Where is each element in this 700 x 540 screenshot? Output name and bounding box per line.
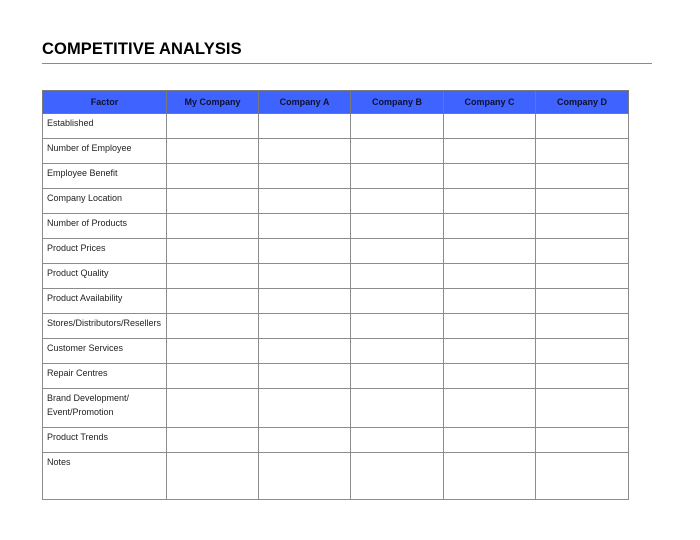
- company-c-cell[interactable]: [444, 339, 536, 364]
- company-c-cell[interactable]: [444, 239, 536, 264]
- company-c-cell[interactable]: [444, 314, 536, 339]
- company-a-cell[interactable]: [259, 164, 351, 189]
- company-c-cell[interactable]: [444, 114, 536, 139]
- factor-cell: Company Location: [43, 189, 167, 214]
- factor-cell: Notes: [43, 453, 167, 500]
- table-row: [43, 389, 629, 428]
- my-company-cell[interactable]: [167, 339, 259, 364]
- company-c-cell[interactable]: [444, 264, 536, 289]
- my-company-cell[interactable]: [167, 264, 259, 289]
- factor-cell: Product Trends: [43, 428, 167, 453]
- header-row: [43, 91, 629, 114]
- company-c-cell[interactable]: [444, 139, 536, 164]
- company-a-cell[interactable]: [259, 314, 351, 339]
- company-d-cell[interactable]: [536, 189, 629, 214]
- table-row: [43, 264, 629, 289]
- company-b-cell[interactable]: [351, 453, 444, 500]
- company-d-cell[interactable]: [536, 314, 629, 339]
- company-d-cell[interactable]: [536, 453, 629, 500]
- column-header-factor: Factor: [43, 91, 167, 114]
- company-d-cell[interactable]: [536, 139, 629, 164]
- company-b-cell[interactable]: [351, 289, 444, 314]
- company-a-cell[interactable]: [259, 364, 351, 389]
- table-row: [43, 339, 629, 364]
- document-title: COMPETITIVE ANALYSIS: [42, 40, 242, 58]
- table-row: [43, 428, 629, 453]
- company-d-cell[interactable]: [536, 364, 629, 389]
- company-b-cell[interactable]: [351, 114, 444, 139]
- company-d-cell[interactable]: [536, 214, 629, 239]
- factor-cell: Brand Development/ Event/Promotion: [43, 389, 167, 428]
- factor-cell: Repair Centres: [43, 364, 167, 389]
- my-company-cell[interactable]: [167, 428, 259, 453]
- my-company-cell[interactable]: [167, 289, 259, 314]
- company-c-cell[interactable]: [444, 289, 536, 314]
- column-header-company-b: Company B: [351, 91, 444, 114]
- table-row: [43, 289, 629, 314]
- my-company-cell[interactable]: [167, 114, 259, 139]
- my-company-cell[interactable]: [167, 389, 259, 428]
- company-c-cell[interactable]: [444, 389, 536, 428]
- factor-cell: Customer Services: [43, 339, 167, 364]
- company-a-cell[interactable]: [259, 289, 351, 314]
- table-row: [43, 214, 629, 239]
- factor-cell: Product Availability: [43, 289, 167, 314]
- company-b-cell[interactable]: [351, 389, 444, 428]
- competitive-analysis-table: [42, 90, 629, 500]
- my-company-cell[interactable]: [167, 453, 259, 500]
- company-d-cell[interactable]: [536, 339, 629, 364]
- factor-cell: Product Quality: [43, 264, 167, 289]
- company-b-cell[interactable]: [351, 164, 444, 189]
- company-d-cell[interactable]: [536, 289, 629, 314]
- table-row: [43, 453, 629, 500]
- title-underline: [42, 63, 652, 64]
- column-header-company-c: Company C: [444, 91, 536, 114]
- company-b-cell[interactable]: [351, 214, 444, 239]
- factor-cell: Number of Products: [43, 214, 167, 239]
- my-company-cell[interactable]: [167, 139, 259, 164]
- company-a-cell[interactable]: [259, 189, 351, 214]
- my-company-cell[interactable]: [167, 364, 259, 389]
- table-row: [43, 239, 629, 264]
- factor-cell: Established: [43, 114, 167, 139]
- company-c-cell[interactable]: [444, 428, 536, 453]
- company-a-cell[interactable]: [259, 453, 351, 500]
- table-row: [43, 139, 629, 164]
- column-header-company-d: Company D: [536, 91, 629, 114]
- my-company-cell[interactable]: [167, 239, 259, 264]
- company-b-cell[interactable]: [351, 189, 444, 214]
- company-c-cell[interactable]: [444, 453, 536, 500]
- company-d-cell[interactable]: [536, 389, 629, 428]
- company-c-cell[interactable]: [444, 164, 536, 189]
- company-a-cell[interactable]: [259, 264, 351, 289]
- factor-cell: Employee Benefit: [43, 164, 167, 189]
- my-company-cell[interactable]: [167, 189, 259, 214]
- column-header-company-a: Company A: [259, 91, 351, 114]
- my-company-cell[interactable]: [167, 314, 259, 339]
- company-b-cell[interactable]: [351, 139, 444, 164]
- company-c-cell[interactable]: [444, 364, 536, 389]
- company-a-cell[interactable]: [259, 114, 351, 139]
- table-row: [43, 314, 629, 339]
- factor-cell: Stores/Distributors/Resellers: [43, 314, 167, 339]
- company-a-cell[interactable]: [259, 389, 351, 428]
- company-b-cell[interactable]: [351, 339, 444, 364]
- company-a-cell[interactable]: [259, 214, 351, 239]
- company-d-cell[interactable]: [536, 264, 629, 289]
- table-row: [43, 164, 629, 189]
- company-c-cell[interactable]: [444, 189, 536, 214]
- company-b-cell[interactable]: [351, 239, 444, 264]
- my-company-cell[interactable]: [167, 214, 259, 239]
- company-d-cell[interactable]: [536, 239, 629, 264]
- company-a-cell[interactable]: [259, 239, 351, 264]
- company-d-cell[interactable]: [536, 428, 629, 453]
- table-row: [43, 189, 629, 214]
- company-a-cell[interactable]: [259, 139, 351, 164]
- company-a-cell[interactable]: [259, 428, 351, 453]
- factor-cell: Product Prices: [43, 239, 167, 264]
- company-b-cell[interactable]: [351, 264, 444, 289]
- company-d-cell[interactable]: [536, 164, 629, 189]
- column-header-my-company: My Company: [167, 91, 259, 114]
- company-b-cell[interactable]: [351, 364, 444, 389]
- table-row: [43, 114, 629, 139]
- company-a-cell[interactable]: [259, 339, 351, 364]
- factor-cell: Number of Employee: [43, 139, 167, 164]
- company-b-cell[interactable]: [351, 428, 444, 453]
- company-d-cell[interactable]: [536, 114, 629, 139]
- table-row: [43, 364, 629, 389]
- my-company-cell[interactable]: [167, 164, 259, 189]
- company-c-cell[interactable]: [444, 214, 536, 239]
- company-b-cell[interactable]: [351, 314, 444, 339]
